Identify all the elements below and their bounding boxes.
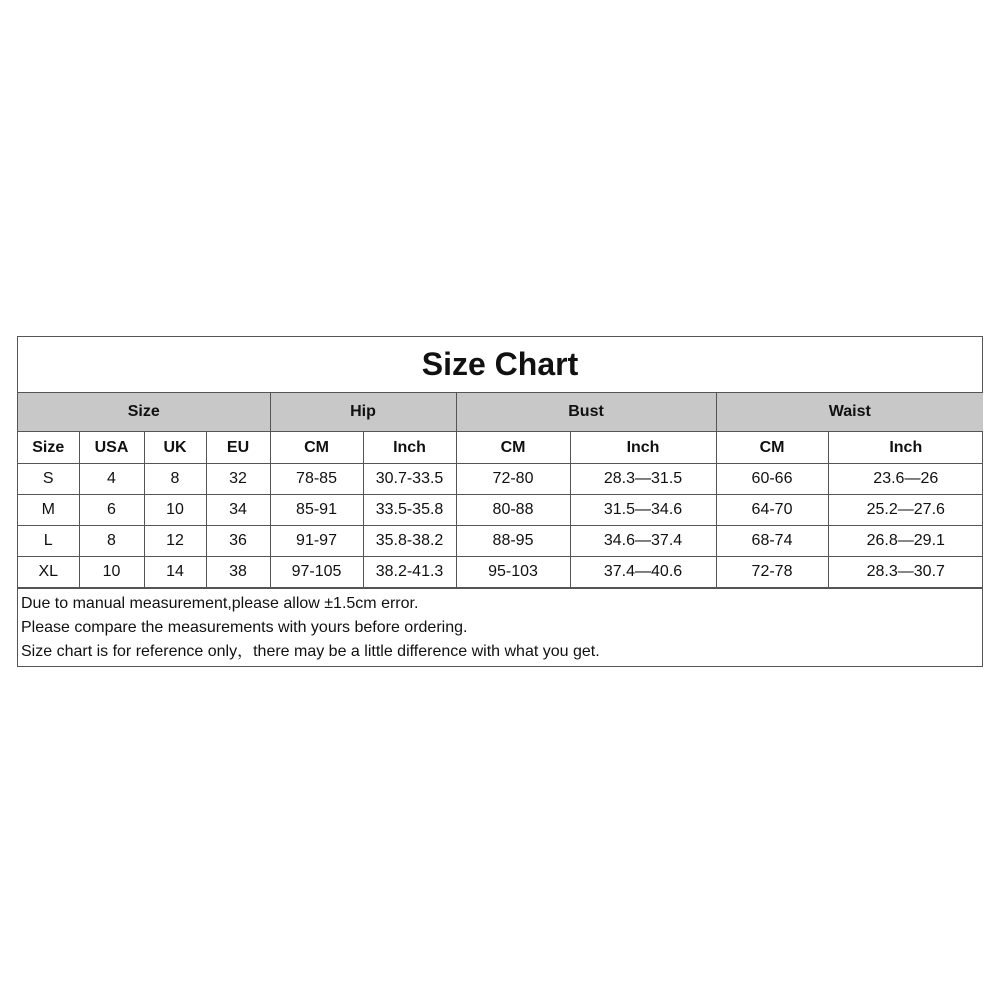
table-cell: 34.6—37.4 bbox=[570, 526, 716, 557]
column-header: Size bbox=[18, 432, 79, 464]
column-header: CM bbox=[456, 432, 570, 464]
note-line: Due to manual measurement,please allow ±1.5cm error. bbox=[21, 595, 419, 612]
table-cell: 95-103 bbox=[456, 557, 570, 588]
sub-header-row bbox=[18, 432, 983, 464]
column-header: CM bbox=[270, 432, 363, 464]
size-chart bbox=[17, 336, 983, 667]
notes-section bbox=[18, 588, 982, 666]
table-row bbox=[18, 526, 983, 557]
table-cell: 23.6—26 bbox=[828, 464, 983, 495]
table-cell: 80-88 bbox=[456, 495, 570, 526]
table-cell: 35.8-38.2 bbox=[363, 526, 456, 557]
column-header: Inch bbox=[828, 432, 983, 464]
column-header: UK bbox=[144, 432, 206, 464]
table-cell: 38 bbox=[206, 557, 270, 588]
table-cell: 32 bbox=[206, 464, 270, 495]
table-cell: 88-95 bbox=[456, 526, 570, 557]
table-cell: 25.2—27.6 bbox=[828, 495, 983, 526]
table-cell: 97-105 bbox=[270, 557, 363, 588]
group-header-size: Size bbox=[18, 393, 270, 432]
table-cell: 4 bbox=[79, 464, 144, 495]
size-table bbox=[18, 393, 983, 588]
title-row bbox=[18, 337, 982, 393]
table-cell: 37.4—40.6 bbox=[570, 557, 716, 588]
table-cell: 8 bbox=[79, 526, 144, 557]
table-cell: 8 bbox=[144, 464, 206, 495]
table-cell: M bbox=[18, 495, 79, 526]
table-cell: 60-66 bbox=[716, 464, 828, 495]
group-header-hip: Hip bbox=[270, 393, 456, 432]
table-cell: 68-74 bbox=[716, 526, 828, 557]
column-header: EU bbox=[206, 432, 270, 464]
table-cell: XL bbox=[18, 557, 79, 588]
table-cell: L bbox=[18, 526, 79, 557]
column-header: Inch bbox=[363, 432, 456, 464]
table-cell: 14 bbox=[144, 557, 206, 588]
column-header: USA bbox=[79, 432, 144, 464]
table-cell: 64-70 bbox=[716, 495, 828, 526]
table-cell: S bbox=[18, 464, 79, 495]
table-cell: 78-85 bbox=[270, 464, 363, 495]
table-cell: 26.8—29.1 bbox=[828, 526, 983, 557]
chart-title: Size Chart bbox=[421, 346, 579, 382]
table-cell: 72-80 bbox=[456, 464, 570, 495]
column-header: CM bbox=[716, 432, 828, 464]
table-cell: 85-91 bbox=[270, 495, 363, 526]
note-line: Please compare the measurements with yours before ordering. bbox=[21, 619, 468, 636]
table-cell: 28.3—31.5 bbox=[570, 464, 716, 495]
table-cell: 10 bbox=[144, 495, 206, 526]
table-row bbox=[18, 495, 983, 526]
table-row bbox=[18, 464, 983, 495]
table-cell: 72-78 bbox=[716, 557, 828, 588]
group-header-waist: Waist bbox=[716, 393, 983, 432]
note-line: Size chart is for reference only，there may be a little difference with what you get. bbox=[21, 643, 600, 660]
group-header-row bbox=[18, 393, 983, 432]
table-cell: 31.5—34.6 bbox=[570, 495, 716, 526]
table-cell: 38.2-41.3 bbox=[363, 557, 456, 588]
table-row bbox=[18, 557, 983, 588]
column-header: Inch bbox=[570, 432, 716, 464]
group-header-bust: Bust bbox=[456, 393, 716, 432]
table-cell: 28.3—30.7 bbox=[828, 557, 983, 588]
table-cell: 36 bbox=[206, 526, 270, 557]
table-cell: 10 bbox=[79, 557, 144, 588]
table-cell: 30.7-33.5 bbox=[363, 464, 456, 495]
table-cell: 34 bbox=[206, 495, 270, 526]
table-cell: 33.5-35.8 bbox=[363, 495, 456, 526]
table-cell: 91-97 bbox=[270, 526, 363, 557]
table-cell: 6 bbox=[79, 495, 144, 526]
table-cell: 12 bbox=[144, 526, 206, 557]
